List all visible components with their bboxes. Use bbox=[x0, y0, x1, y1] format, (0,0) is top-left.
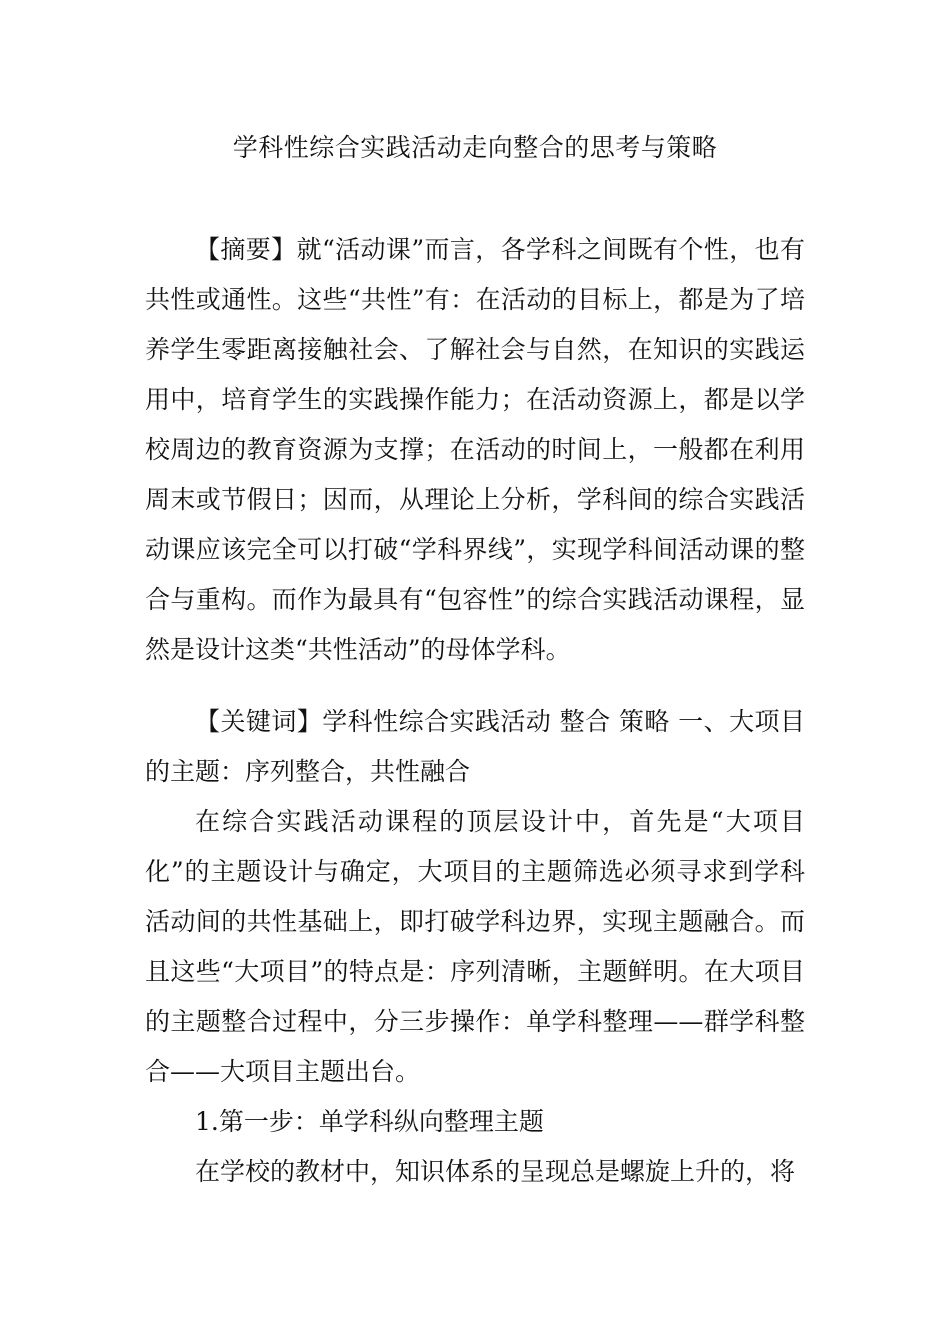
body-paragraph: 在学校的教材中，知识体系的呈现总是螺旋上升的，将 bbox=[195, 1157, 796, 1186]
document-title: 学科性综合实践活动走向整合的思考与策略 bbox=[232, 133, 718, 162]
step-heading: 1.第一步：单学科纵向整理主题 bbox=[195, 1107, 544, 1136]
abstract-paragraph: 【摘要】就“活动课”而言，各学科之间既有个性，也有共性或通性。这些“共性”有：在活动的目标上，都是为了培养学生零距离接触社会、了解社会与自然，在知识的实践运用中，培育学生的实践操作能力；在活动资源上，都是以学校周边的教育资源为支撑；在活动的时间上，一般都在利用周末或节假日；因而，从理论上分析，学科间的综合实践活动课应该完全可以打破“学科界线”，实现学科间活动课的整合与重构。而作为最具有“包容性”的综合实践活动课程，显然是设计这类“共性活动”的母体学科。 bbox=[145, 235, 805, 664]
keywords-paragraph: 【关键词】学科性综合实践活动 整合 策略 一、大项目的主题：序列整合，共性融合 bbox=[145, 707, 805, 786]
body-paragraph: 在综合实践活动课程的顶层设计中，首先是“大项目化”的主题设计与确定，大项目的主题筛选必须寻求到学科活动间的共性基础上，即打破学科边界，实现主题融合。而且这些“大项目”的特点是：序列清晰，主题鲜明。在大项目的主题整合过程中，分三步操作：单学科整理——群学科整合——大项目主题出台。 bbox=[145, 807, 805, 1086]
